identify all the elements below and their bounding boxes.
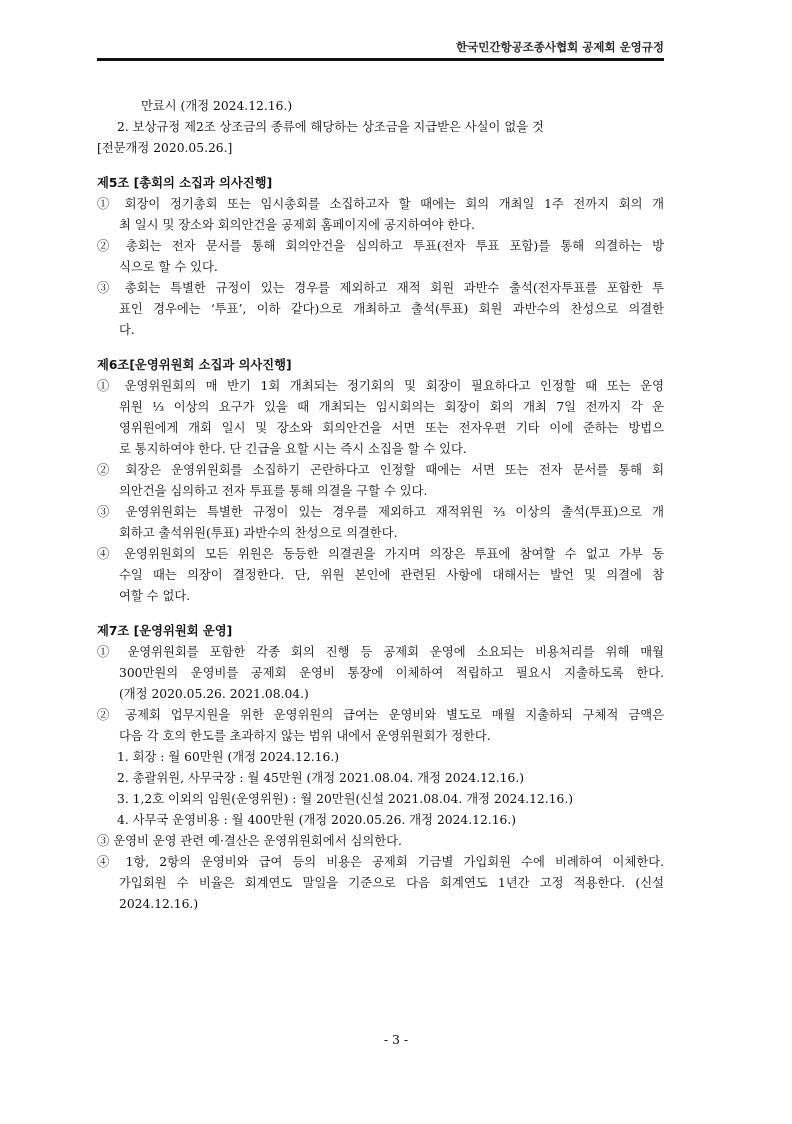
article-heading: 제6조[운영위원회 소집과 의사진행]: [97, 358, 292, 372]
text-line: ③ 운영위원회는 특별한 규정이 있는 경우를 제외하고 재적위원 ⅔ 이상의 출석(투표)으로 개: [97, 505, 664, 519]
text-line: (개정 2020.05.26. 2021.08.04.): [119, 687, 309, 701]
text-line: ① 회장이 정기총회 또는 임시총회를 소집하고자 할 때에는 회의 개최일 1주 전까지 회의 개: [97, 197, 664, 211]
text-line: 2. 보상규정 제2조 상조금의 종류에 해당하는 상조금을 지급받은 사실이 없을 것: [117, 120, 544, 134]
list-item: 1. 회장 : 월 60만원 (개정 2024.12.16.): [117, 750, 340, 764]
text-line: 식으로 할 수 있다.: [119, 260, 218, 274]
text-line: ② 공제회 업무지원을 위한 운영위원의 급여는 운영비와 별도로 매월 지출하되 구체적 금액은: [97, 708, 664, 722]
article-heading: 제5조 [총회의 소집과 의사진행]: [97, 176, 273, 190]
page-number: - 3 -: [383, 1032, 409, 1047]
text-line: 표인 경우에는 ‘투표’, 이하 같다)으로 개최하고 출석(투표) 회원 과반수의 찬성으로 의결한: [119, 302, 664, 316]
text-line: ③ 운영비 운영 관련 예·결산은 운영위원회에서 심의한다.: [97, 834, 402, 848]
text-line: 로 통지하여야 한다. 단 긴급을 요할 시는 즉시 소집을 할 수 있다.: [119, 442, 467, 456]
text-line: ② 총회는 전자 문서를 통해 회의안건을 심의하고 투표(전자 투표 포함)를 통해 의결하는 방: [97, 239, 664, 253]
text-line: 최 일시 및 장소와 회의안건을 공제회 홈페이지에 공지하여야 한다.: [119, 218, 475, 232]
list-item: 2. 총괄위원, 사무국장 : 월 45만원 (개정 2021.08.04. 개정 2024.12.16.): [117, 771, 525, 785]
header-divider: [97, 58, 664, 61]
text-line: 수일 때는 의장이 결정한다. 단, 위원 본인에 관련된 사항에 대해서는 발언 및 의결에 참: [119, 568, 664, 582]
text-line: 가입회원 수 비율은 회계연도 말일을 기준으로 다음 회계연도 1년간 고정 적용한다. (신설: [119, 876, 664, 890]
text-line: 다.: [119, 323, 135, 337]
text-line: 회하고 출석위원(투표) 과반수의 찬성으로 의결한다.: [119, 526, 398, 540]
text-line: 다음 각 호의 한도를 초과하지 않는 범위 내에서 운영위원회가 정한다.: [119, 729, 491, 743]
document-body: [97, 96, 664, 915]
text-line: ① 운영위원회를 포함한 각종 회의 진행 등 공제회 운영에 소요되는 비용처리를 위해 매월: [97, 645, 664, 659]
text-line: 여할 수 없다.: [119, 589, 191, 603]
article-heading: 제7조 [운영위원회 운영]: [97, 624, 233, 638]
text-line: 만료시 (개정 2024.12.16.): [141, 99, 293, 113]
text-line: 300만원의 운영비를 공제회 운영비 통장에 이체하여 적립하고 필요시 지출하도록 한다.: [119, 666, 664, 680]
text-line: [전문개정 2020.05.26.]: [97, 141, 233, 155]
text-line: 영위원에게 개회 일시 및 장소와 회의안건을 서면 또는 전자우편 기타 이에 준하는 방법으: [119, 421, 664, 435]
text-line: ③ 총회는 특별한 규정이 있는 경우를 제외하고 재적 회원 과반수 출석(전자투표를 포함한 투: [97, 281, 664, 295]
list-item: 3. 1,2호 이외의 임원(운영위원) : 월 20만원(신설 2021.08.04. 개정 2024.12.16.): [117, 792, 574, 806]
text-line: ④ 1항, 2항의 운영비와 급여 등의 비용은 공제회 기금별 가입회원 수에 비례하여 이체한다.: [97, 855, 664, 869]
text-line: 2024.12.16.): [119, 897, 199, 911]
text-line: ② 회장은 운영위원회를 소집하기 곤란하다고 인정할 때에는 서면 또는 전자 문서를 통해 회: [97, 463, 664, 477]
text-line: ④ 운영위원회의 모든 위원은 동등한 의결권을 가지며 의장은 투표에 참여할 수 없고 가부 동: [97, 547, 664, 561]
text-line: ① 운영위원회의 매 반기 1회 개최되는 정기회의 및 회장이 필요하다고 인정할 때 또는 운영: [97, 379, 664, 393]
text-line: 위원 ⅓ 이상의 요구가 있을 때 개최되는 임시회의는 회장이 회의 개최 7일 전까지 각 운: [119, 400, 664, 414]
list-item: 4. 사무국 운영비용 : 월 400만원 (개정 2020.05.26. 개정 2024.12.16.): [117, 813, 517, 827]
document-title: 한국민간항공조종사협회 공제회 운영규정: [456, 40, 664, 54]
text-line: 의안건을 심의하고 전자 투표를 통해 의결을 구할 수 있다.: [119, 484, 428, 498]
